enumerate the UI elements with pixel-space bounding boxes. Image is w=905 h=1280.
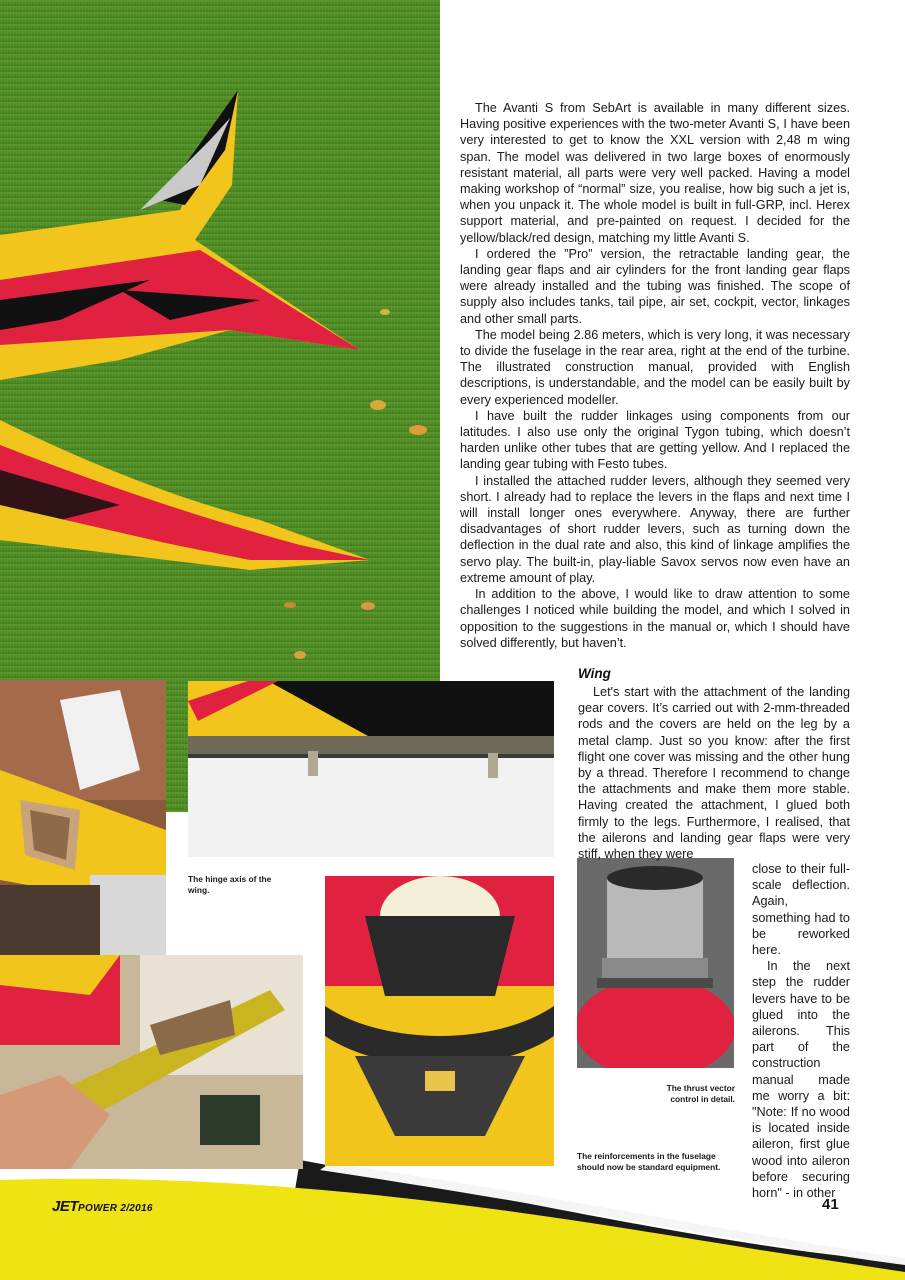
article-main-column bbox=[460, 100, 850, 651]
photo-hinge-axis bbox=[188, 681, 554, 857]
caption-thrust-vector: The thrust vector control in detail. bbox=[666, 1083, 735, 1104]
caption-reinforcements: The reinforcements in the fuselage should now be standard equipment. bbox=[577, 1151, 721, 1172]
photo-thrust-vector bbox=[577, 858, 734, 1068]
article-paragraph: Let's start with the attachment of the landing gear covers. It’s carried out with 2-mm-threaded rods and the covers are held on the leg by a metal clamp. Just so you know: after the first flight one cover was missing and the other hung by a thread. Therefore I recommend to change the attachments and make them more stable. Having created the attachment, I glued both firmly to the legs. Furthermore, I realised, that the ailerons and landing gear flaps were very stiff, when they were bbox=[578, 685, 850, 862]
caption-hinge-axis: The hinge axis of the wing. bbox=[188, 874, 272, 895]
article-wing-column bbox=[578, 684, 850, 862]
article-paragraph: The model being 2.86 meters, which is very long, it was necessary to divide the fuselage in the rear area, right at the end of the turbine. The illustrated construction manual, provided with English descriptions, is understandable, and the model can be easily built by every experienced modeller. bbox=[460, 327, 850, 407]
photo-aileron-in-hand bbox=[0, 955, 303, 1169]
photo-wing-cutout bbox=[0, 680, 166, 955]
article-paragraph: I have built the rudder linkages using components from our latitudes. I also use only the original Tygon tubing, which doesn’t harden unlike other tubes that are getting yellow. And I replaced the landing gear tubing with Festo tubes. bbox=[460, 408, 850, 472]
article-paragraph: I installed the attached rudder levers, although they seemed very short. I already had to replace the levers in the flaps and next time I will install longer ones everywhere. Anyway, there are further disadvantages of short rudder levers, such as turning down the deflection in the dual rate and also, this kind of linkage amplifies the servo play. The built-in, play-liable Savox servos now even have an extreme amount of play. bbox=[460, 473, 850, 585]
article-paragraph: In addition to the above, I would like to draw attention to some challenges I noticed while building the model, and which I solved in opposition to the suggestions in the manual or, which I should have solved differently, but haven’t. bbox=[460, 587, 850, 650]
brand-issue: POWER 2/2016 bbox=[78, 1203, 153, 1214]
article-paragraph: In the next step the rudder levers have to be glued into the ailerons. This part of the construction manual made me worry a bit: "Note: If no wood is located inside aileron, first glue wood into aileron before securing horn" - in other bbox=[752, 959, 850, 1201]
article-narrow-column bbox=[752, 861, 850, 1201]
page-number: 41 bbox=[822, 1196, 839, 1213]
brand-jet: JET bbox=[52, 1198, 79, 1215]
article-paragraph: close to their full-scale deflection. Again, something had to be reworked here. bbox=[752, 862, 850, 958]
photo-fuselage-reinforcements bbox=[325, 876, 554, 1166]
article-paragraph: I ordered the ”Pro” version, the retractable landing gear, the landing gear flaps and air cylinders for the front landing gear flaps were already installed and the tubing was finished. The scope of supply also includes tanks, tail pipe, air set, cockpit, vector, linkages and other small parts. bbox=[460, 246, 850, 326]
article-paragraph: The Avanti S from SebArt is available in many different sizes. Having positive experiences with the two-meter Avanti S, I have been very interested to get to know the XXL version with 2,48 m wing span. The model was delivered in two large boxes of enormously resistant material, all parts were very well packed. Having a model making workshop of “normal” size, you realise, how big such a jet is, when you unpack it. The whole model is built in full-GRP, incl. Herex support material, and pre-painted on request. I decided for the yellow/black/red design, matching my little Avanti S. bbox=[460, 101, 850, 245]
magazine-brand bbox=[52, 1198, 153, 1215]
section-heading-wing: Wing bbox=[578, 666, 611, 681]
